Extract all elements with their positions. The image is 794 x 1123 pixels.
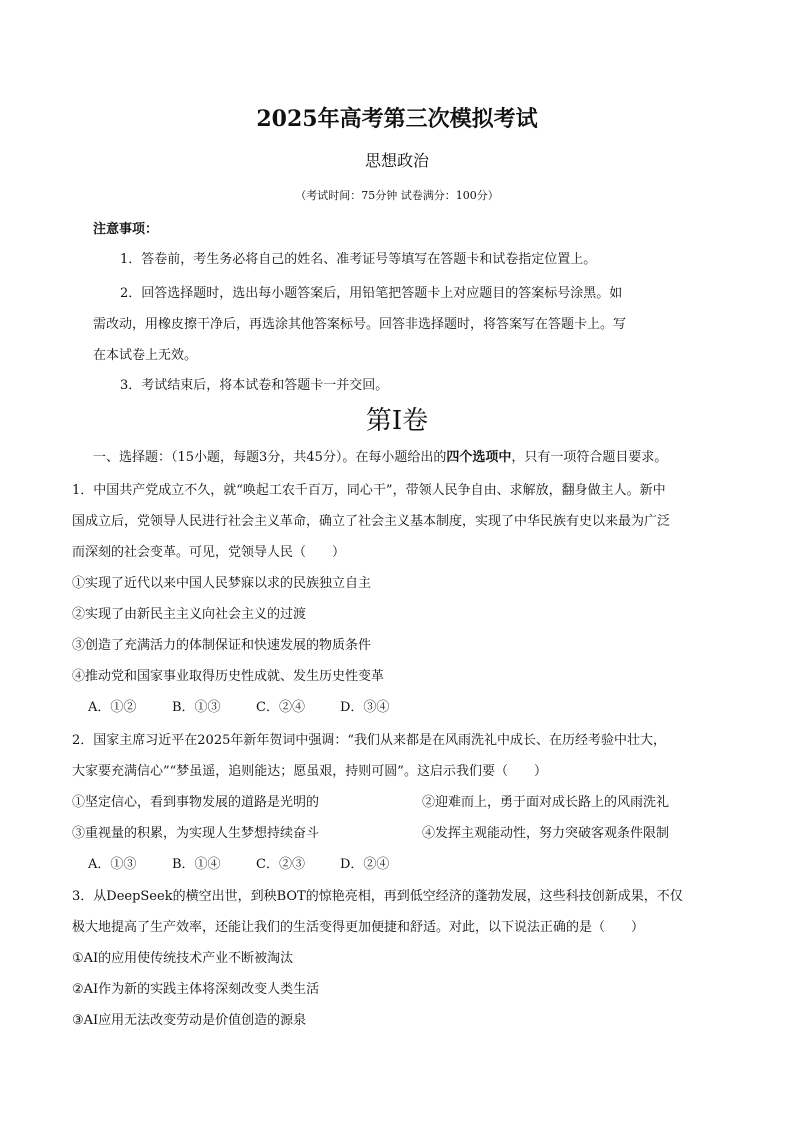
notes-item-2-line-3: 在本试卷上无效。 <box>93 348 198 363</box>
q2-option-3: ③重视量的积累，为实现人生梦想持续奋斗 <box>72 826 320 841</box>
q3-stem-line-1: 3．从DeepSeek的横空出世，到秧BOT的惊艳亮相，再到低空经济的蓬勃发展，这些科技创新成果，不仅 <box>72 889 683 904</box>
notes-item-3: 3．考试结束后，将本试卷和答题卡一并交回。 <box>120 378 389 393</box>
q2-choice-c: C．②③ <box>256 857 305 872</box>
q2-choice-d: D．②④ <box>340 857 390 872</box>
q2-stem-line-2: 大家要充满信心”“梦虽遥，追则能达；愿虽艰，持则可圆”。这启示我们要（ ） <box>72 764 547 779</box>
part1-suffix: ，只有一项符合题目要求。 <box>511 450 668 465</box>
q3-option-1: ①AI的应用使传统技术产业不断被淘汰 <box>72 951 294 966</box>
q1-option-2: ②实现了由新民主主义向社会主义的过渡 <box>72 607 307 622</box>
q2-choice-a: A．①③ <box>88 857 137 872</box>
q3-stem-line-2: 极大地提高了生产效率，还能让我们的生活变得更加便捷和舒适。对此，以下说法正确的是（ ） <box>72 920 645 935</box>
q2-stem-line-1: 2．国家主席习近平在2025年新年贺词中强调：“我们从来都是在风雨洗礼中成长、在历经考验中壮大， <box>72 733 667 748</box>
q1-stem-line-3: 而深刻的社会变革。可见，党领导人民（ ） <box>72 545 346 560</box>
exam-title: 2025年高考第三次模拟考试 <box>256 106 538 132</box>
part1-instruction <box>93 446 667 465</box>
q3-option-3: ③AI应用无法改变劳动是价值创造的源泉 <box>72 1013 307 1028</box>
section-title: 第Ⅰ卷 <box>365 406 429 436</box>
notes-item-2-line-1: 2．回答选择题时，选出每小题答案后，用铅笔把答题卡上对应题目的答案标号涂黑。如 <box>120 286 623 301</box>
q1-choice-b: B．①③ <box>172 700 221 715</box>
q2-choice-b: B．①④ <box>172 857 221 872</box>
part1-prefix: 一、选择题：（15小题，每题3分，共45分）。在每小题给出的 <box>93 450 447 465</box>
q1-option-1: ①实现了近代以来中国人民梦寐以求的民族独立自主 <box>72 576 372 591</box>
notes-item-2-line-2: 需改动，用橡皮擦干净后，再选涂其他答案标号。回答非选择题时，将答案写在答题卡上。写 <box>93 317 627 332</box>
q2-option-1: ①坚定信心，看到事物发展的道路是光明的 <box>72 795 320 810</box>
q1-choice-d: D．③④ <box>340 700 390 715</box>
exam-subject: 思想政治 <box>364 151 429 170</box>
q1-choice-c: C．②④ <box>256 700 305 715</box>
q2-option-2: ②迎难而上，勇于面对成长路上的风雨洗礼 <box>422 795 670 810</box>
q1-stem-line-1: 1．中国共产党成立不久，就“唤起工农千百万，同心干”，带领人民争自由、求解放，翻身做主人。新中 <box>72 483 666 498</box>
q1-option-3: ③创造了充满活力的体制保证和快速发展的物质条件 <box>72 638 372 653</box>
notes-heading: 注意事项： <box>93 222 159 237</box>
part1-emph: 四个选项中 <box>446 450 512 465</box>
q1-choice-a: A．①② <box>88 700 137 715</box>
q1-stem-line-2: 国成立后，党领导人民进行社会主义革命，确立了社会主义基本制度，实现了中华民族有史以来最为广泛 <box>72 514 671 529</box>
notes-item-1: 1．答卷前，考生务必将自己的姓名、准考证号等填写在答题卡和试卷指定位置上。 <box>120 252 597 267</box>
q2-option-4: ④发挥主观能动性，努力突破客观条件限制 <box>422 826 670 841</box>
q3-option-2: ②AI作为新的实践主体将深刻改变人类生活 <box>72 982 320 997</box>
exam-info: （考试时间：75分钟 试卷满分：100分） <box>295 189 499 202</box>
q1-option-4: ④推动党和国家事业取得历史性成就、发生历史性变革 <box>72 669 385 684</box>
